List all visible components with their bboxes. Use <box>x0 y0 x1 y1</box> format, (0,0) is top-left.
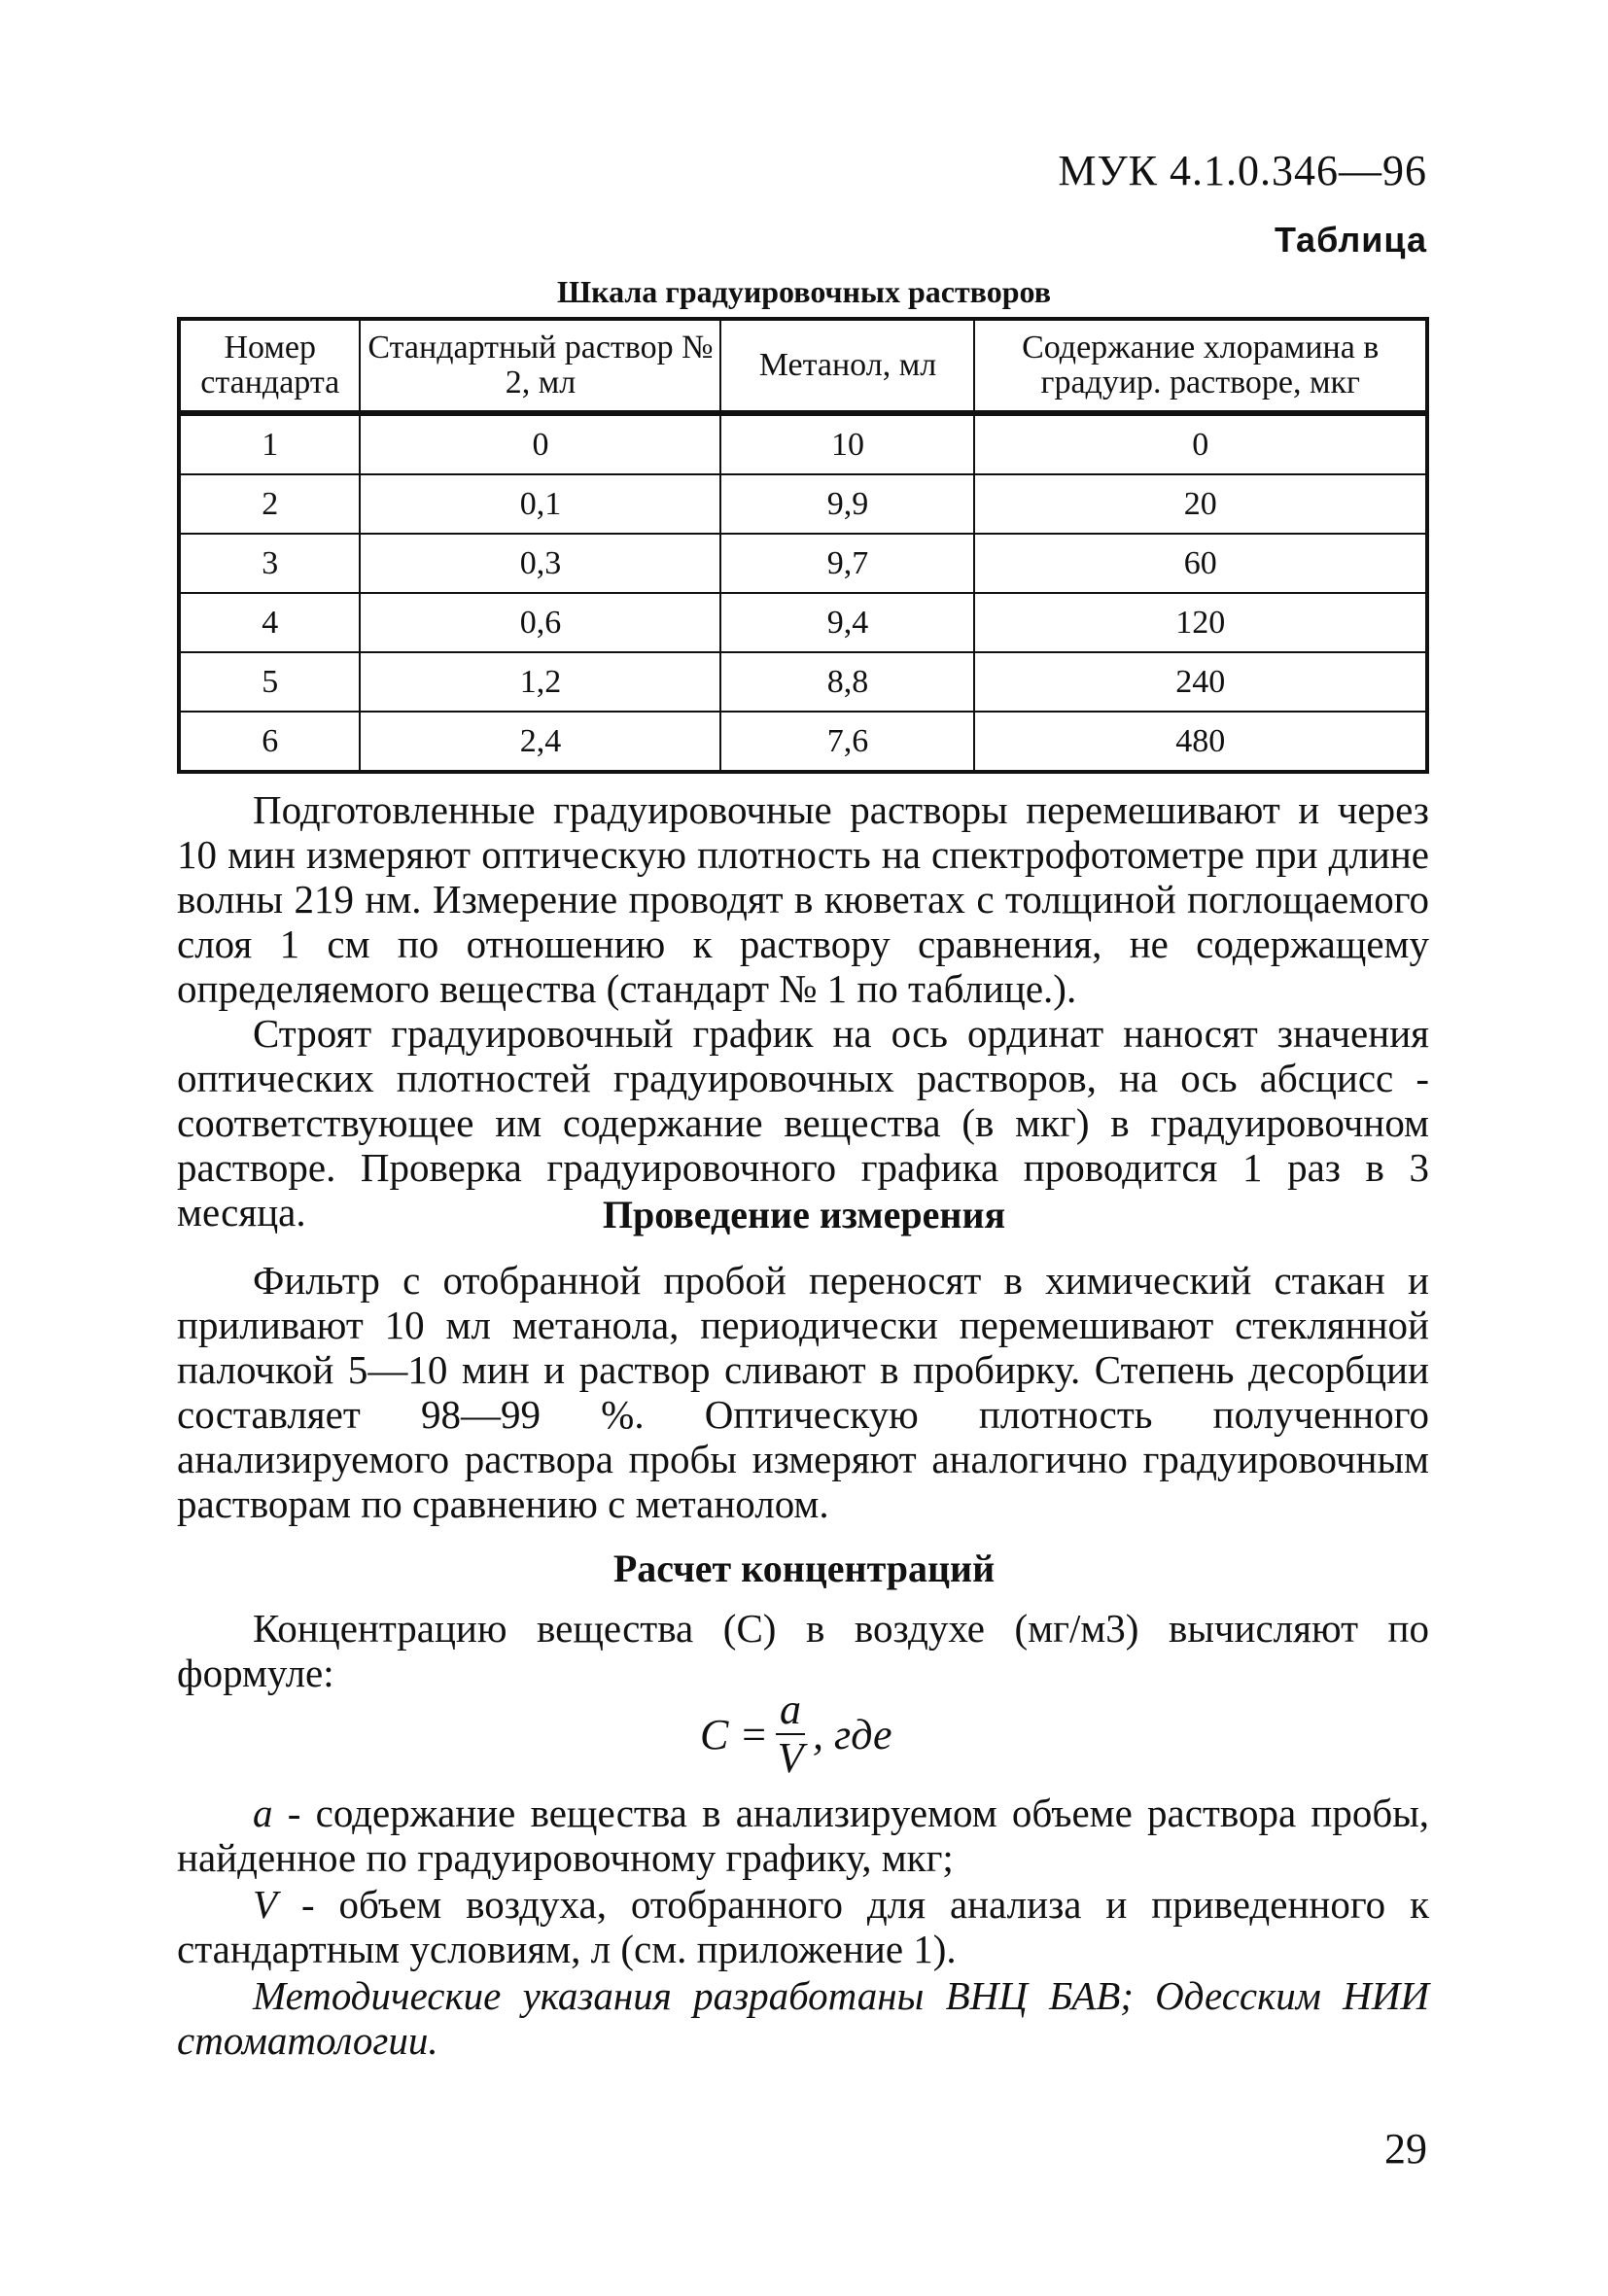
table-cell: 9,9 <box>720 474 974 534</box>
table-cell: 480 <box>974 712 1427 772</box>
concentration-formula <box>700 1687 892 1782</box>
paragraph-authors: Методические указания разработаны ВНЦ БАВ; Одесским НИИ стоматологии. <box>177 1973 1429 2063</box>
table-cell: 2 <box>179 474 360 534</box>
paragraph-formula-intro: Концентрацию вещества (С) в воздухе (мг/м3) вычисляют по формуле: <box>177 1606 1429 1695</box>
variable-v-definition: - объем воздуха, отобранного для анализа и приведенного к стандартным условиям, л (см. приложение 1). <box>177 1882 1429 1971</box>
column-header: Метанол, мл <box>720 319 974 413</box>
table-row <box>179 413 1427 474</box>
paragraph-measurement: Фильтр с отобранной пробой переносят в химический стакан и приливают 10 мл метанола, периодически перемешивают стеклянной палочкой 5—10 мин и раствор сливают в пробирку. Степень десорбции составляет 98—99 %. Оптическую плотность полученного анализируемого раствора пробы измеряют аналогично градуировочным растворам по сравнению с метанолом. <box>177 1258 1429 1526</box>
table-cell: 20 <box>974 474 1427 534</box>
formula-numerator: a <box>776 1687 805 1735</box>
variable-a: a <box>253 1791 273 1835</box>
formula-fraction <box>776 1687 805 1782</box>
section-heading-measurement: Проведение измерения <box>602 1193 1006 1236</box>
table-cell: 1,2 <box>360 652 720 712</box>
table-cell: 10 <box>720 413 974 474</box>
column-header: Стандартный раствор № 2, мл <box>360 319 720 413</box>
page-number: 29 <box>1384 2125 1427 2173</box>
table-cell: 0,3 <box>360 534 720 593</box>
paragraph-calibration-graph: Строят градуировочный график на ось ординат наносят значения оптических плотностей градуировочных растворов, на ось абсцисс - соответствующее им содержание вещества (в мкг) в градуировочном растворе. Проверка градуировочного графика проводится 1 раз в 3 месяца. <box>177 1011 1429 1235</box>
table-row <box>179 474 1427 534</box>
table-cell: 1 <box>179 413 360 474</box>
formula-denominator: V <box>777 1734 804 1782</box>
table-cell: 0,1 <box>360 474 720 534</box>
table-row <box>179 652 1427 712</box>
table-cell: 0,6 <box>360 593 720 652</box>
column-header: Номер стандарта <box>179 319 360 413</box>
table-label: Таблица <box>1274 220 1427 260</box>
paragraph-preparation: Подготовленные градуировочные растворы перемешивают и через 10 мин измеряют оптическую плотность на спектрофотометре при длине волны 219 нм. Измерение проводят в кюветах с толщиной поглощаемого слоя 1 см по отношению к раствору сравнения, не содержащему определяемого вещества (стандарт № 1 по таблице.). <box>177 787 1429 1011</box>
table-cell: 7,6 <box>720 712 974 772</box>
calibration-table <box>177 317 1429 774</box>
table-cell: 3 <box>179 534 360 593</box>
table-cell: 60 <box>974 534 1427 593</box>
table-row <box>179 712 1427 772</box>
formula-tail: , где <box>813 1710 892 1758</box>
table-cell: 120 <box>974 593 1427 652</box>
paragraph-variable-a <box>177 1791 1429 1880</box>
table-cell: 6 <box>179 712 360 772</box>
table-cell: 240 <box>974 652 1427 712</box>
table-caption: Шкала градуировочных растворов <box>556 274 1052 309</box>
variable-a-definition: - содержание вещества в анализируемом объеме раствора пробы, найденное по градуировочному графику, мкг; <box>177 1791 1429 1880</box>
variable-v: V <box>253 1882 278 1927</box>
table-cell: 5 <box>179 652 360 712</box>
table-row <box>179 593 1427 652</box>
table-cell: 4 <box>179 593 360 652</box>
section-heading-calculation: Расчет концентраций <box>612 1547 996 1590</box>
column-header: Содержание хлорамина в градуир. растворе, мкг <box>974 319 1427 413</box>
table-cell: 2,4 <box>360 712 720 772</box>
table-cell: 9,4 <box>720 593 974 652</box>
table-cell: 0 <box>974 413 1427 474</box>
formula-lhs: C = <box>700 1710 769 1758</box>
table-cell: 8,8 <box>720 652 974 712</box>
table-header-row <box>179 319 1427 413</box>
table-cell: 9,7 <box>720 534 974 593</box>
document-code: МУК 4.1.0.346—96 <box>1058 147 1427 194</box>
table-row <box>179 534 1427 593</box>
paragraph-variable-v <box>177 1882 1429 1971</box>
table-cell: 0 <box>360 413 720 474</box>
